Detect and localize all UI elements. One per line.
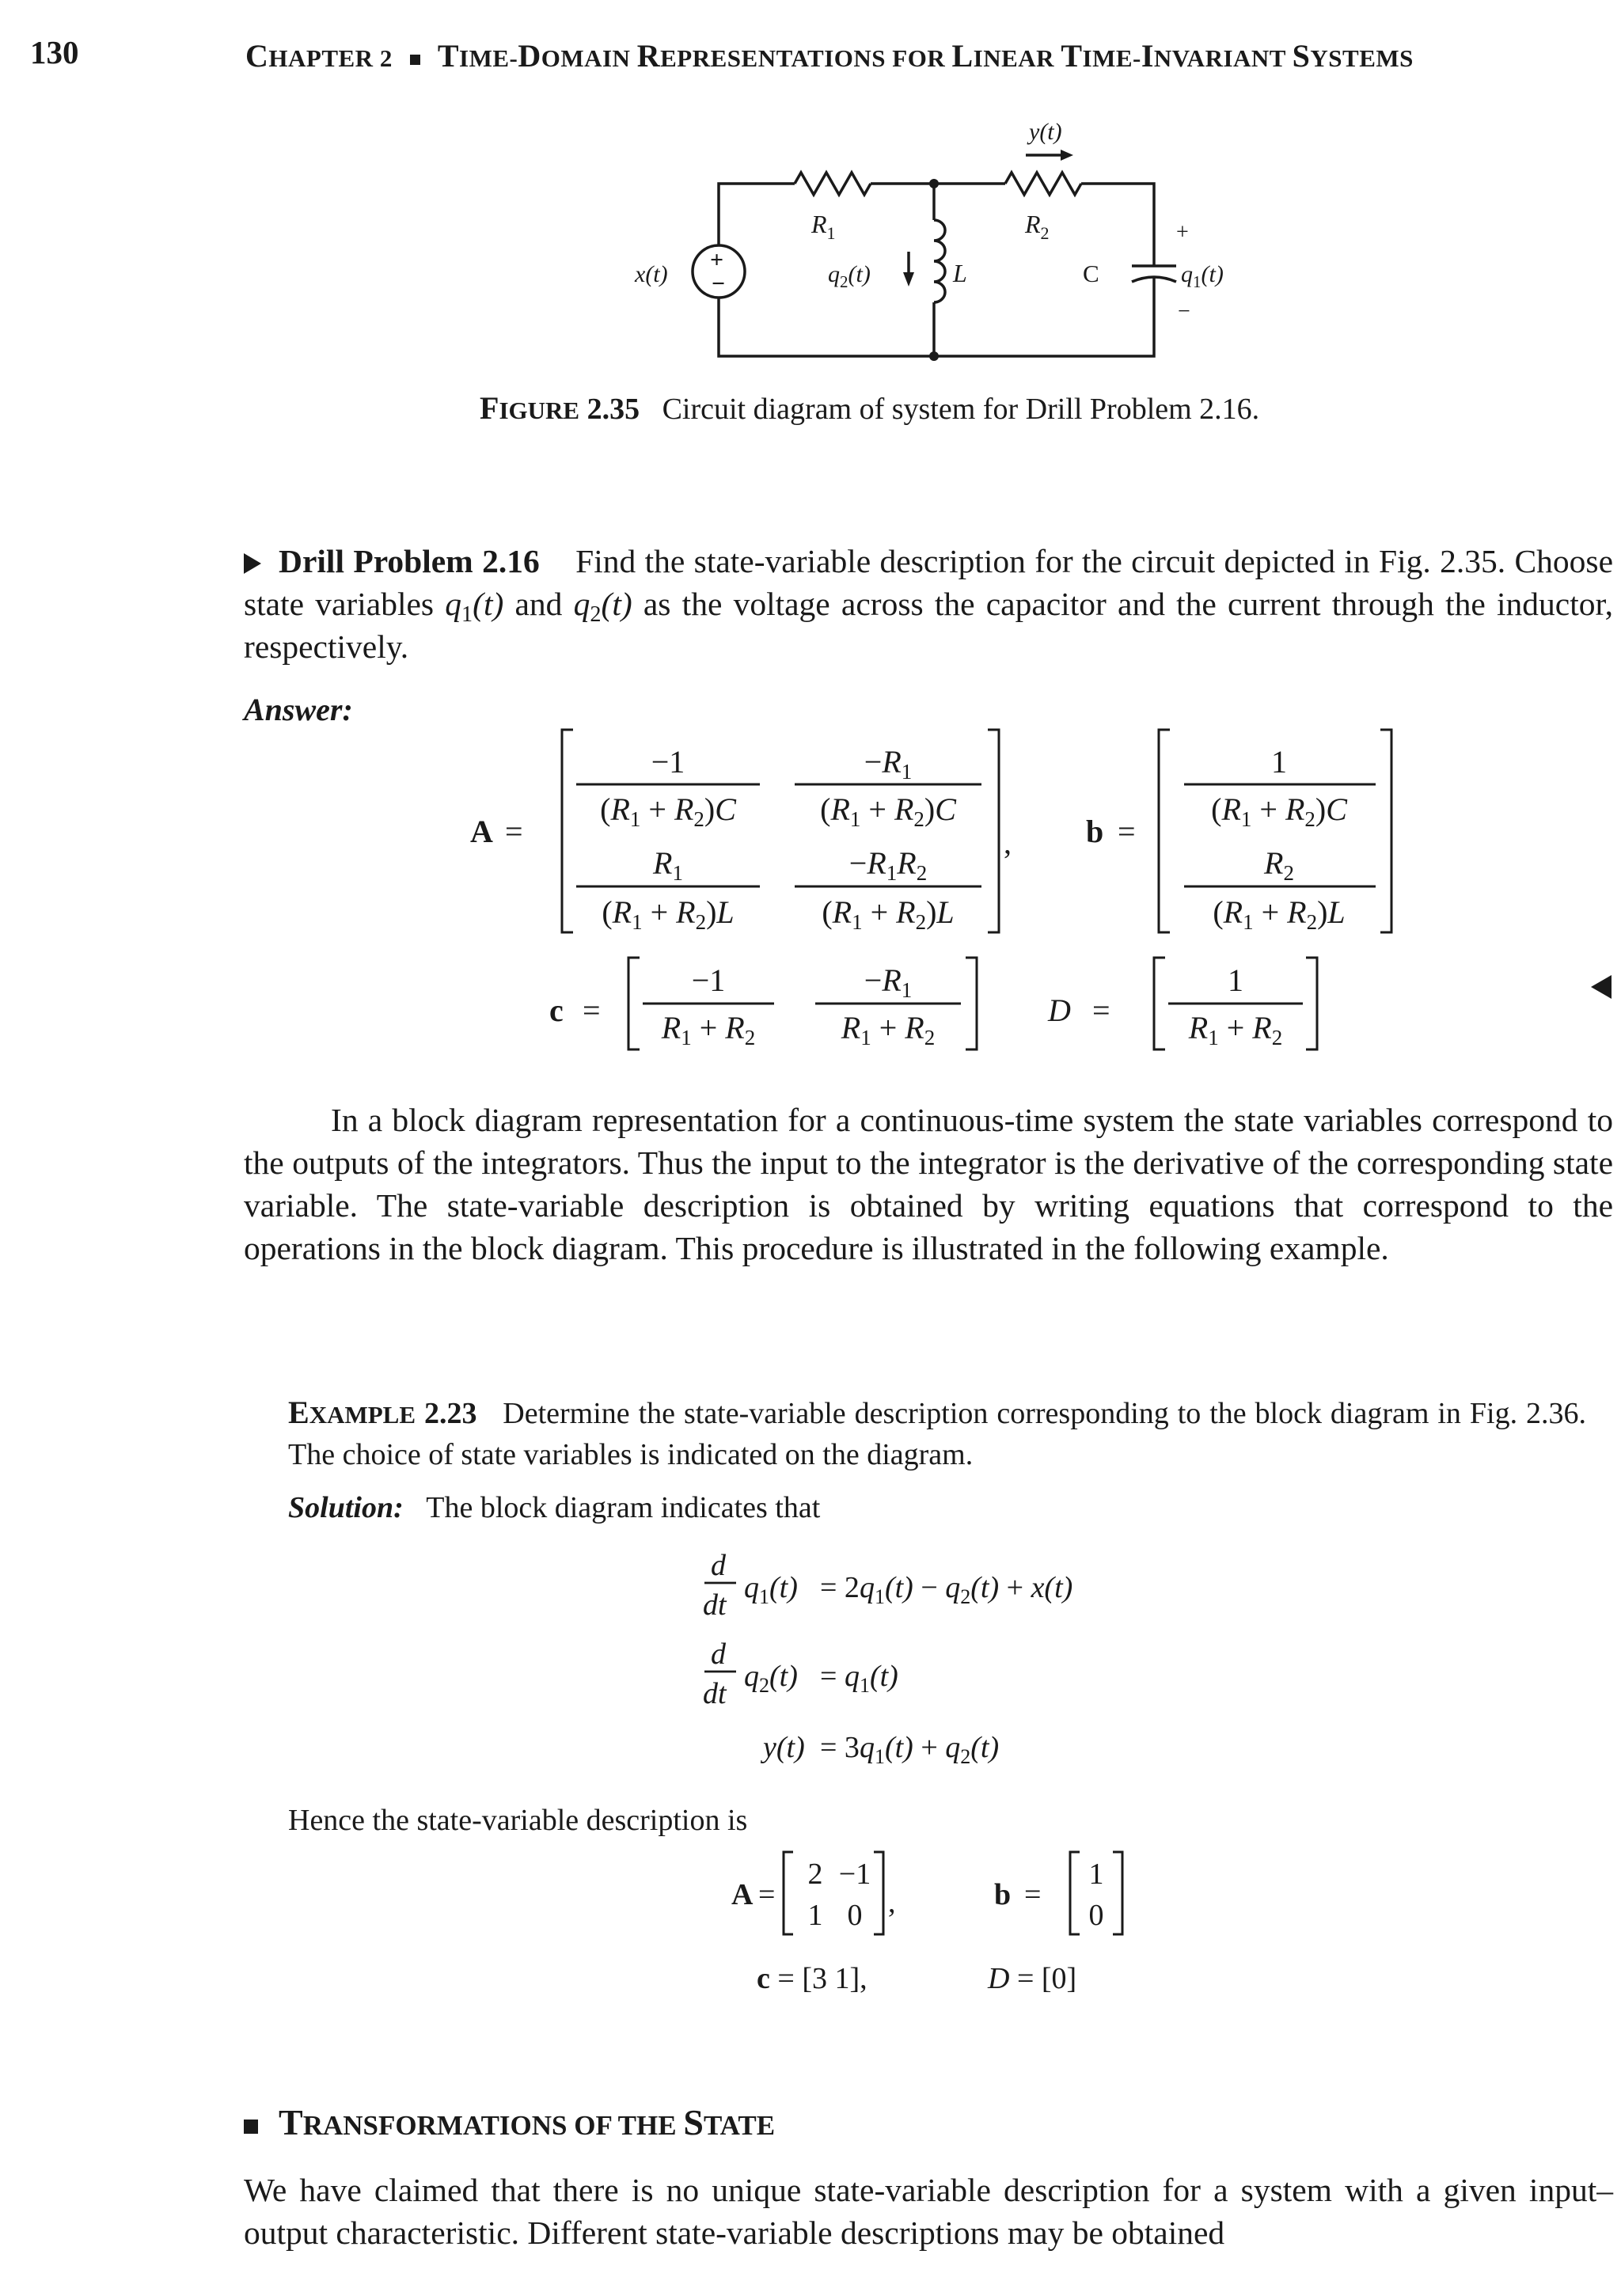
eq2-dt: dt (703, 1677, 727, 1710)
label-q1: $q_1(t)$ (1181, 261, 1224, 291)
ex-a11: 2 (807, 1858, 823, 1891)
example-result-matrices (712, 1844, 1219, 2002)
eq1-d: d (711, 1549, 726, 1582)
paragraph-transformations: We have claimed that there is no unique state-variable description for a system with a given input–output characteristic. Different state-variable descriptions may be obtained (244, 2172, 1613, 2251)
eq-d: = (1092, 992, 1110, 1028)
b2-den: $(R_1 + R_2)L$ (1213, 894, 1346, 934)
a22-num: $-R_1R_2$ (848, 845, 928, 885)
answer-label: Answer: (244, 692, 353, 727)
ex-a22: 0 (847, 1899, 863, 1932)
eq2-d: d (711, 1638, 726, 1671)
drill-problem: Drill Problem 2.16 Find the state-variable description for the circuit depicted in Fig. 2.35. Choose state variables $q_1(t)$ and $q_2(t)$ as the voltage across the capacitor and the current through the inductor, respectively. (244, 543, 1614, 665)
ex-c: c = [3 1], (757, 1962, 867, 1995)
ex-b2: 0 (1088, 1899, 1104, 1932)
b1-num: 1 (1271, 744, 1287, 780)
chapter-label: CHAPTER 2 (245, 38, 393, 74)
label-r2: $R_2$ (1025, 210, 1050, 243)
a12-num: $-R_1$ (864, 744, 913, 784)
label-l: L (953, 259, 967, 287)
example-hence: Hence the state-variable description is (288, 1804, 748, 1837)
a21-den: $(R_1 + R_2)L$ (602, 894, 735, 934)
ex-b-eq: = (1024, 1878, 1042, 1911)
running-header (245, 37, 1414, 74)
ex-b1: 1 (1088, 1858, 1104, 1891)
resistor-r1 (795, 173, 871, 195)
cap-minus: − (1178, 299, 1190, 324)
eq1-dt: dt (703, 1588, 727, 1622)
ex-a-eq: = (758, 1878, 776, 1911)
paragraph-block-diagram: In a block diagram representation for a continuous-time system the state variables correspond to the outputs of the integrators. Thus the input to the integrator is the derivative of the corresponding state variable. The state-variable description is obtained by writing equations that correspond to the operations in the block diagram. This procedure is illustrated in the following example. (244, 1102, 1613, 1266)
solution-label: Solution: (288, 1491, 404, 1524)
section-bullet-icon (244, 2120, 258, 2134)
a12-den: $(R_1 + R_2)C$ (820, 791, 956, 831)
d-num: 1 (1228, 962, 1243, 998)
source-minus: − (712, 271, 726, 297)
ex-b-label: b (994, 1878, 1012, 1911)
example-label: EXAMPLE 2.23 (288, 1395, 477, 1430)
c1-num: −1 (691, 962, 726, 998)
label-c: C (1083, 260, 1099, 287)
label-y: y(t) (1029, 119, 1062, 145)
a11-den: $(R_1 + R_2)C$ (600, 791, 736, 831)
drill-marker-icon (244, 553, 261, 574)
chapter-title: TIME-DOMAIN REPRESENTATIONS FOR LINEAR TIME-INVARIANT SYSTEMS (437, 38, 1414, 74)
ex-a12: −1 (838, 1858, 871, 1891)
eq-b: = (1118, 814, 1136, 849)
c2-den: $R_1 + R_2$ (841, 1010, 936, 1049)
eq1: $q_1(t) = 2q_1(t) - q_2(t) + x(t)$ (744, 1571, 1073, 1608)
example-statement: EXAMPLE 2.23 Determine the state-variable description corresponding to the block diagram in Fig. 2.36. The choice of state variables is indicated on the diagram. (288, 1395, 1587, 1471)
ex-a-label: A (731, 1878, 754, 1911)
c2-num: $-R_1$ (864, 962, 913, 1002)
b2-num: $R_2$ (1264, 845, 1294, 885)
resistor-r2 (1005, 173, 1081, 195)
eq2: $q_2(t) = q_1(t)$ (744, 1660, 898, 1697)
section-heading: TRANSFORMATIONS OF THE STATE (244, 2101, 775, 2143)
a21-num: $R_1$ (653, 845, 683, 885)
circuit-diagram (617, 111, 1251, 372)
ex-d: D = [0] (988, 1962, 1077, 1995)
answer-matrices (459, 720, 1409, 1068)
end-of-problem-icon (1591, 975, 1612, 999)
a22-den: $(R_1 + R_2)L$ (822, 894, 955, 934)
example-equations (681, 1535, 1251, 1789)
label-r1: $R_1$ (811, 210, 836, 243)
matrix-a-label: A (470, 814, 493, 849)
a11-num: −1 (651, 744, 685, 780)
source-plus: + (710, 247, 724, 273)
b1-den: $(R_1 + R_2)C$ (1211, 791, 1347, 831)
d-den: $R_1 + R_2$ (1188, 1010, 1283, 1049)
vector-b-label: b (1086, 814, 1104, 849)
drill-label: Drill Problem 2.16 (279, 543, 540, 579)
header-bullet-icon (410, 55, 420, 65)
eq-c: = (583, 992, 601, 1028)
label-x: x(t) (635, 261, 668, 287)
ex-a21: 1 (807, 1899, 823, 1932)
figure-caption: FIGURE 2.35 Circuit diagram of system for Drill Problem 2.16. (480, 390, 1260, 426)
cap-plus: + (1176, 220, 1189, 245)
eq3: $y(t) = 3q_1(t) + q_2(t)$ (763, 1731, 1000, 1768)
caption-label: FIGURE 2.35 (480, 390, 640, 426)
inductor-l (934, 220, 945, 302)
label-q2: $q_2(t)$ (828, 261, 871, 291)
comma-a: , (1004, 825, 1012, 860)
ex-comma: , (888, 1886, 896, 1919)
vector-c-label: c (549, 992, 564, 1028)
page-number: 130 (30, 34, 79, 70)
matrix-d-label: D (1048, 992, 1071, 1028)
eq-a: = (505, 814, 523, 849)
c1-den: $R_1 + R_2$ (661, 1010, 756, 1049)
example-solution: Solution: The block diagram indicates that (288, 1491, 821, 1524)
